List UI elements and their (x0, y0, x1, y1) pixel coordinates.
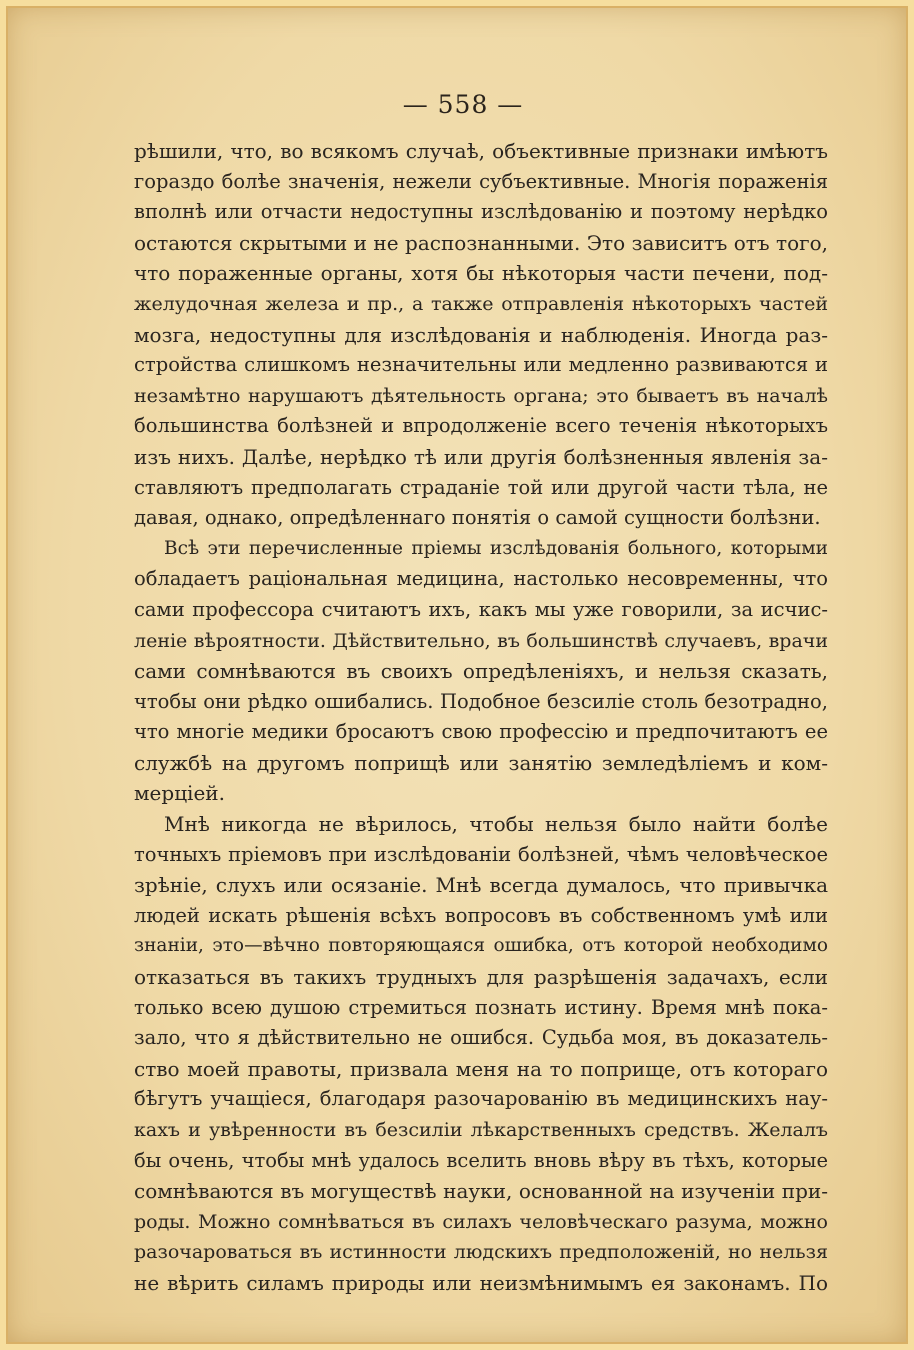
text-line: кахъ и увѣренности въ безсиліи лѣкарственныхъ средствъ. Желалъ (134, 1119, 828, 1141)
text-line: роды. Можно сомнѣваться въ силахъ человѣческаго разума, можно (134, 1210, 828, 1233)
text-line: незамѣтно нарушаютъ дѣятельность органа; это бываетъ въ началѣ (134, 384, 828, 407)
text-line: службѣ на другомъ поприщѣ или занятію земледѣліемъ и ком- (134, 750, 828, 775)
text-line: ство моей правоты, призвала меня на то поприще, отъ котораго (134, 1056, 828, 1081)
page-number: — 558 — (402, 90, 524, 119)
text-line: гораздо болѣе значенія, нежели субъективные. Многія пораженія (134, 169, 828, 193)
text-line: знаніи, это—вѣчно повторяющаяся ошибка, отъ которой необходимо (134, 935, 828, 957)
text-line: леніе вѣроятности. Дѣйствительно, въ большинствѣ случаевъ, врачи (134, 629, 828, 652)
text-line: вполнѣ или отчасти недоступны изслѣдованію и поэтому нерѣдко (134, 200, 828, 224)
text-line: Всѣ эти перечисленные пріемы изслѣдованія больного, которыми (164, 537, 828, 559)
text-line: зало, что я дѣйствительно не ошибся. Судьба моя, въ доказатель- (134, 1026, 828, 1050)
text-line: людей искать рѣшенія всѣхъ вопросовъ въ собственномъ умѣ или (134, 903, 828, 927)
text-line: чтобы они рѣдко ошибались. Подобное безсиліе столь безотрадно, (134, 689, 828, 713)
text-line: бы очень, чтобы мнѣ удалось вселить вновь вѣру въ тѣхъ, которые (134, 1148, 828, 1172)
text-line: большинства болѣзней и впродолженіе всего теченія нѣкоторыхъ (134, 414, 828, 438)
text-line: обладаетъ раціональная медицина, настолько несовременны, что (134, 567, 828, 591)
text-line: что пораженные органы, хотя бы нѣкоторыя части печени, под- (134, 261, 828, 286)
text-line: мерціей. (134, 781, 225, 806)
text-line: стройства слишкомъ незначительны или медленно развиваются и (134, 353, 828, 377)
text-line: рѣшили, что, во всякомъ случаѣ, объективные признаки имѣютъ (134, 139, 828, 163)
text-line: ставляютъ предполагать страданіе той или другой части тѣла, не (134, 475, 828, 499)
text-line: сомнѣваются въ могуществѣ науки, основанной на изученіи при- (134, 1179, 828, 1204)
text-line: зрѣніе, слухъ или осязаніе. Мнѣ всегда думалось, что привычка (134, 873, 828, 898)
text-line: мозга, недоступны для изслѣдованія и наблюденія. Иногда раз- (134, 322, 828, 347)
text-line: изъ нихъ. Далѣе, нерѣдко тѣ или другія болѣзненныя явленія за- (134, 444, 828, 469)
text-line: остаются скрытыми и не распознанными. Это зависитъ отъ того, (134, 230, 828, 255)
text-line: отказаться въ такихъ трудныхъ для разрѣшенія задачахъ, если (134, 965, 828, 990)
text-line: только всею душою стремиться познать истину. Время мнѣ пока- (134, 995, 828, 1019)
text-line: точныхъ пріемовъ при изслѣдованіи болѣзней, чѣмъ человѣческое (134, 842, 828, 866)
text-line: желудочная железа и пр., а также отправленія нѣкоторыхъ частей (134, 292, 828, 315)
text-line: сами сомнѣваются въ своихъ опредѣленіяхъ, и нельзя сказать, (134, 659, 828, 684)
text-line: бѣгутъ учащіеся, благодаря разочарованію въ медицинскихъ нау- (134, 1087, 828, 1111)
text-line: Мнѣ никогда не вѣрилось, чтобы нельзя было найти болѣе (164, 812, 828, 837)
text-line: что многіе медики бросаютъ свою профессію и предпочитаютъ ее (134, 720, 828, 744)
body-text (134, 136, 828, 1299)
text-line: сами профессора считаютъ ихъ, какъ мы уже говорили, за исчис- (134, 597, 828, 621)
text-line: не вѣрить силамъ природы или неизмѣнимымъ ея законамъ. По (134, 1270, 828, 1295)
text-line: разочароваться въ истинности людскихъ предположеній, но нельзя (134, 1241, 828, 1264)
text-line: давая, однако, опредѣленнаго понятія о самой сущности болѣзни. (134, 506, 821, 530)
